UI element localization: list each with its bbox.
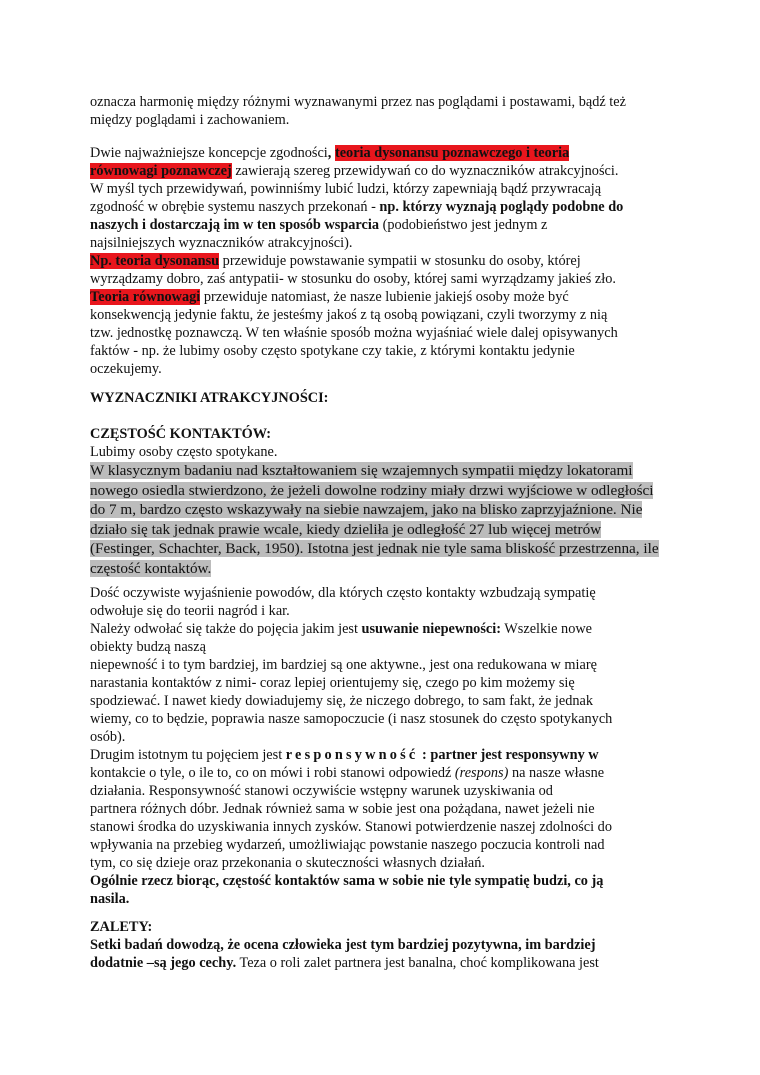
text-line: Teoria równowagi przewiduje natomiast, że nasze lubienie jakiejś osoby może być <box>90 289 569 305</box>
section-virtues <box>90 919 680 973</box>
text-line: oczekujemy. <box>90 361 162 377</box>
text-line: narastania kontaktów z nimi- coraz lepiej orientujemy się, czego po kim możemy się <box>90 675 575 691</box>
highlight-red: teoria dysonansu poznawczego i teoria <box>334 145 570 161</box>
text-line: obiekty budzą naszą <box>90 639 206 655</box>
text-line: odwołuje się do teorii nagród i kar. <box>90 603 290 619</box>
text-line: niepewność i to tym bardziej, im bardziej są one aktywne., jest ona redukowana w miarę <box>90 657 597 673</box>
text-line: równowagi poznawczej zawierają szereg przewidywań co do wyznaczników atrakcyjności. <box>90 163 619 179</box>
text-line: dodatnie –są jego cechy. Teza o roli zalet partnera jest banalna, choć komplikowana jest <box>90 955 599 971</box>
text-line: tzw. jednostkę poznawczą. W ten właśnie sposób można wyjaśniać wiele dalej opisywanych <box>90 325 618 341</box>
text-line: Ogólnie rzecz biorąc, częstość kontaktów sama w sobie nie tyle sympatię budzi, co ją <box>90 873 604 889</box>
text-line: Drugim istotnym tu pojęciem jest responsywność : partner jest responsywny w <box>90 747 599 763</box>
text-line: nasila. <box>90 891 130 907</box>
highlight-grey: (Festinger, Schachter, Back, 1950). Istotna jest jednak nie tyle sama bliskość przestrzenna, ile <box>90 540 659 558</box>
text-line: kontakcie o tyle, o ile to, co on mówi i robi stanowi odpowiedź (respons) na nasze własne <box>90 765 605 781</box>
text-line: partnera różnych dóbr. Jednak również sama w sobie jest ona pożądana, nawet jeżeli nie <box>90 801 595 817</box>
section-heading-determinants <box>90 390 680 408</box>
text-line: wpływania na przebieg wydarzeń, umożliwiając powstanie naszego poczucia kontroli nad <box>90 837 605 853</box>
paragraph-intro-continuation <box>90 94 680 130</box>
highlight-grey: częstość kontaktów. <box>90 559 212 577</box>
text-line: najsilniejszych wyznaczników atrakcyjności). <box>90 235 353 251</box>
text-line: faktów - np. że lubimy osoby często spotykane czy takie, z którymi kontaktu jedynie <box>90 343 575 359</box>
section-contact-frequency <box>90 426 680 462</box>
highlight-grey: W klasycznym badaniu nad kształtowaniem się wzajemnych sympatii między lokatorami <box>90 462 633 479</box>
text-line: W myśl tych przewidywań, powinniśmy lubić ludzi, którzy zapewniają bądź przywracają <box>90 181 602 197</box>
text-line: stanowi środka do uzyskiwania innych zysków. Stanowi potwierdzenie naszej zdolności do <box>90 819 612 835</box>
text-line: wyrządzamy dobro, zaś antypatii- w stosunku do osoby, której sami wyrządzamy jakieś zło. <box>90 271 616 287</box>
text-line: zgodność w obrębie systemu naszych przekonań - np. którzy wyznają poglądy podobne do <box>90 199 624 215</box>
text-line: spodziewać. I nawet kiedy dowiadujemy się, że niczego dobrego, to sam fakt, że jednak <box>90 693 593 709</box>
text-line: osób). <box>90 729 126 745</box>
text-line: Lubimy osoby często spotykane. <box>90 444 278 460</box>
text-line: Setki badań dowodzą, że ocena człowieka jest tym bardziej pozytywna, im bardziej <box>90 937 596 953</box>
text-line: między poglądami i zachowaniem. <box>90 112 290 128</box>
highlight-grey: nowego osiedla stwierdzono, że jeżeli dowolne rodziny miały drzwi wyjściowe w odległości <box>90 481 654 499</box>
paragraph-uncertainty-responsiveness <box>90 585 680 909</box>
paragraph-consistency-theories <box>90 145 680 379</box>
text-line: konsekwencją jedynie faktu, że jesteśmy jakoś z tą osobą powiązani, czyli tworzymy z nią <box>90 307 608 323</box>
subheading: ZALETY: <box>90 919 153 935</box>
highlight-grey: do 7 m, bardzo często wskazywały na siebie nawzajem, jako na blisko zaprzyjaźnione. Nie <box>90 501 643 519</box>
highlight-red: Np. teoria dysonansu <box>90 253 220 269</box>
text-line: tym, co się dzieje oraz przekonania o skuteczności własnych działań. <box>90 855 485 871</box>
text-line: działania. Responsywność stanowi oczywiście wstępny warunek uzyskiwania od <box>90 783 553 799</box>
highlight-red: równowagi poznawczej <box>90 163 232 179</box>
highlight-grey: działo się tak jednak prawie wcale, kiedy dzieliła je odległość 27 lub więcej metrów <box>90 520 602 538</box>
text-line: oznacza harmonię między różnymi wyznawanymi przez nas poglądami i postawami, bądź też <box>90 94 626 110</box>
text-line: Np. teoria dysonansu przewiduje powstawanie sympatii w stosunku do osoby, której <box>90 253 581 269</box>
paragraph-festinger-study <box>90 461 680 579</box>
subheading: CZĘSTOŚĆ KONTAKTÓW: <box>90 426 272 442</box>
text-line: Dwie najważniejsze koncepcje zgodności, teoria dysonansu poznawczego i teoria <box>90 145 570 161</box>
text-line: Należy odwołać się także do pojęcia jakim jest usuwanie niepewności: Wszelkie nowe <box>90 621 593 637</box>
text-line: wiemy, co to będzie, poprawia nasze samopoczucie (i nasz stosunek do często spotykanych <box>90 711 613 727</box>
highlight-red: Teoria równowagi <box>90 289 201 305</box>
text-line: Dość oczywiste wyjaśnienie powodów, dla których często kontakty wzbudzają sympatię <box>90 585 596 601</box>
page-heading: WYZNACZNIKI ATRAKCYJNOŚCI: <box>90 390 329 406</box>
text-line: naszych i dostarczają im w ten sposób wsparcia (podobieństwo jest jednym z <box>90 217 548 233</box>
